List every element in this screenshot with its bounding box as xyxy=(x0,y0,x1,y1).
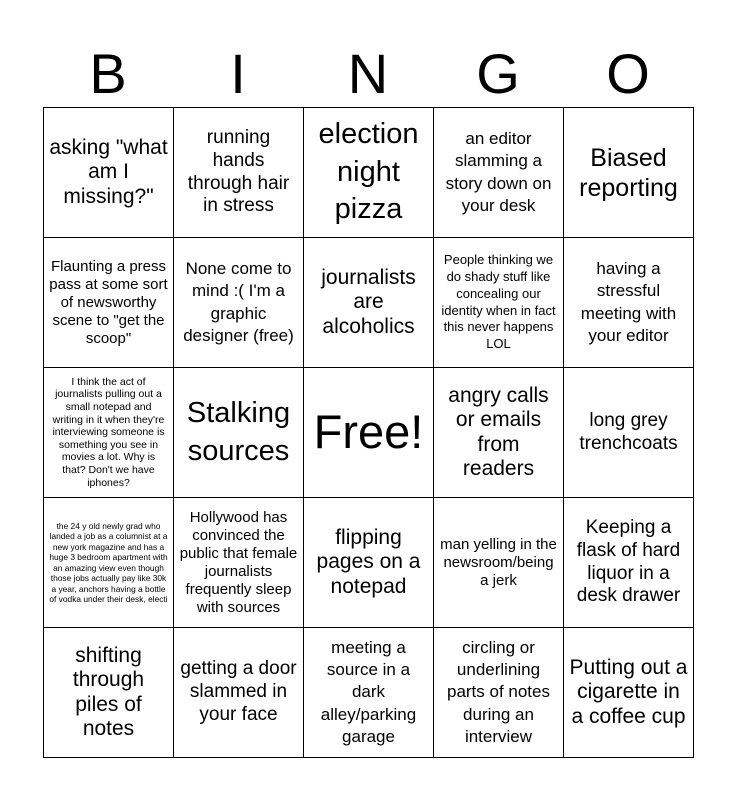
bingo-cell-n2[interactable] xyxy=(304,238,434,368)
bingo-cell-i3[interactable] xyxy=(174,368,304,498)
cell-text: Putting out a cigarette in a coffee cup xyxy=(569,656,688,728)
bingo-cell-b1[interactable] xyxy=(44,108,174,238)
cell-text: long grey trenchcoats xyxy=(579,409,678,454)
bingo-cell-g2[interactable] xyxy=(434,238,564,368)
bingo-cell-b2[interactable] xyxy=(44,238,174,368)
cell-text: having a stressful meeting with your editor xyxy=(580,259,677,345)
cell-text: election night pizza xyxy=(318,117,419,226)
bingo-cell-o5[interactable] xyxy=(564,628,694,758)
bingo-cell-b3[interactable] xyxy=(44,368,174,498)
bingo-cell-n4[interactable] xyxy=(304,498,434,628)
cell-text: I think the act of journalists pulling out a small notepad and writing in it when they're interviewing someone is something you see in movies a lot. Why is that? Don't we have iphones? xyxy=(52,375,165,489)
bingo-cell-n5[interactable] xyxy=(304,628,434,758)
cell-text: running hands through hair in stress xyxy=(187,126,290,217)
cell-text: Keeping a flask of hard liquor in a desk drawer xyxy=(576,516,681,607)
cell-text: journalists are alcoholics xyxy=(321,266,416,338)
bingo-header xyxy=(43,40,693,108)
bingo-cell-b5[interactable] xyxy=(44,628,174,758)
bingo-cell-i4[interactable] xyxy=(174,498,304,628)
header-letter-n: N xyxy=(347,42,389,105)
bingo-cell-o1[interactable] xyxy=(564,108,694,238)
cell-text: the 24 y old newly grad who landed a job as a columnist at a new york magazine and has a huge 3 bedroom apartment with an amazing view even though those jobs actually pay like 30k a year, anchors having a bottle of vodka under their desk, electi xyxy=(49,520,168,604)
header-letter-i: I xyxy=(230,42,246,105)
cell-text: man yelling in the newsroom/being a jerk xyxy=(440,535,557,589)
cell-text: getting a door slammed in your face xyxy=(180,658,297,725)
header-letter-o: O xyxy=(606,42,650,105)
bingo-cell-g4[interactable] xyxy=(434,498,564,628)
bingo-cell-g3[interactable] xyxy=(434,368,564,498)
cell-text: angry calls or emails from readers xyxy=(448,384,549,480)
cell-text: an editor slamming a story down on your desk xyxy=(445,129,552,215)
bingo-cell-i5[interactable] xyxy=(174,628,304,758)
bingo-cell-o3[interactable] xyxy=(564,368,694,498)
header-letter-b: B xyxy=(89,42,127,105)
cell-text: Hollywood has convinced the public that female journalists frequently sleep with sources xyxy=(179,508,298,616)
bingo-grid xyxy=(43,107,694,758)
cell-text: meeting a source in a dark alley/parking garage xyxy=(320,638,417,746)
cell-text: People thinking we do shady stuff like concealing our identity when in fact this never happens LOL xyxy=(441,251,556,352)
bingo-cell-b4[interactable] xyxy=(44,498,174,628)
cell-text: Biased reporting xyxy=(579,143,678,202)
cell-text: Stalking sources xyxy=(186,396,291,467)
bingo-cell-free[interactable] xyxy=(304,368,434,498)
cell-text: Flaunting a press pass at some sort of newsworthy scene to "get the scoop" xyxy=(49,257,168,347)
cell-text: shifting through piles of notes xyxy=(72,644,145,740)
header-letter-g: G xyxy=(476,42,520,105)
bingo-cell-o2[interactable] xyxy=(564,238,694,368)
bingo-cell-g5[interactable] xyxy=(434,628,564,758)
bingo-cell-o4[interactable] xyxy=(564,498,694,628)
cell-text: None come to mind :( I'm a graphic designer (free) xyxy=(183,259,294,345)
cell-text: flipping pages on a notepad xyxy=(316,526,421,598)
cell-text: asking "what am I missing?" xyxy=(49,136,168,208)
bingo-cell-i2[interactable] xyxy=(174,238,304,368)
bingo-cell-g1[interactable] xyxy=(434,108,564,238)
bingo-cell-n1[interactable] xyxy=(304,108,434,238)
bingo-cell-i1[interactable] xyxy=(174,108,304,238)
cell-text: circling or underlining parts of notes during an interview xyxy=(446,638,550,746)
cell-text: Free! xyxy=(313,405,424,459)
